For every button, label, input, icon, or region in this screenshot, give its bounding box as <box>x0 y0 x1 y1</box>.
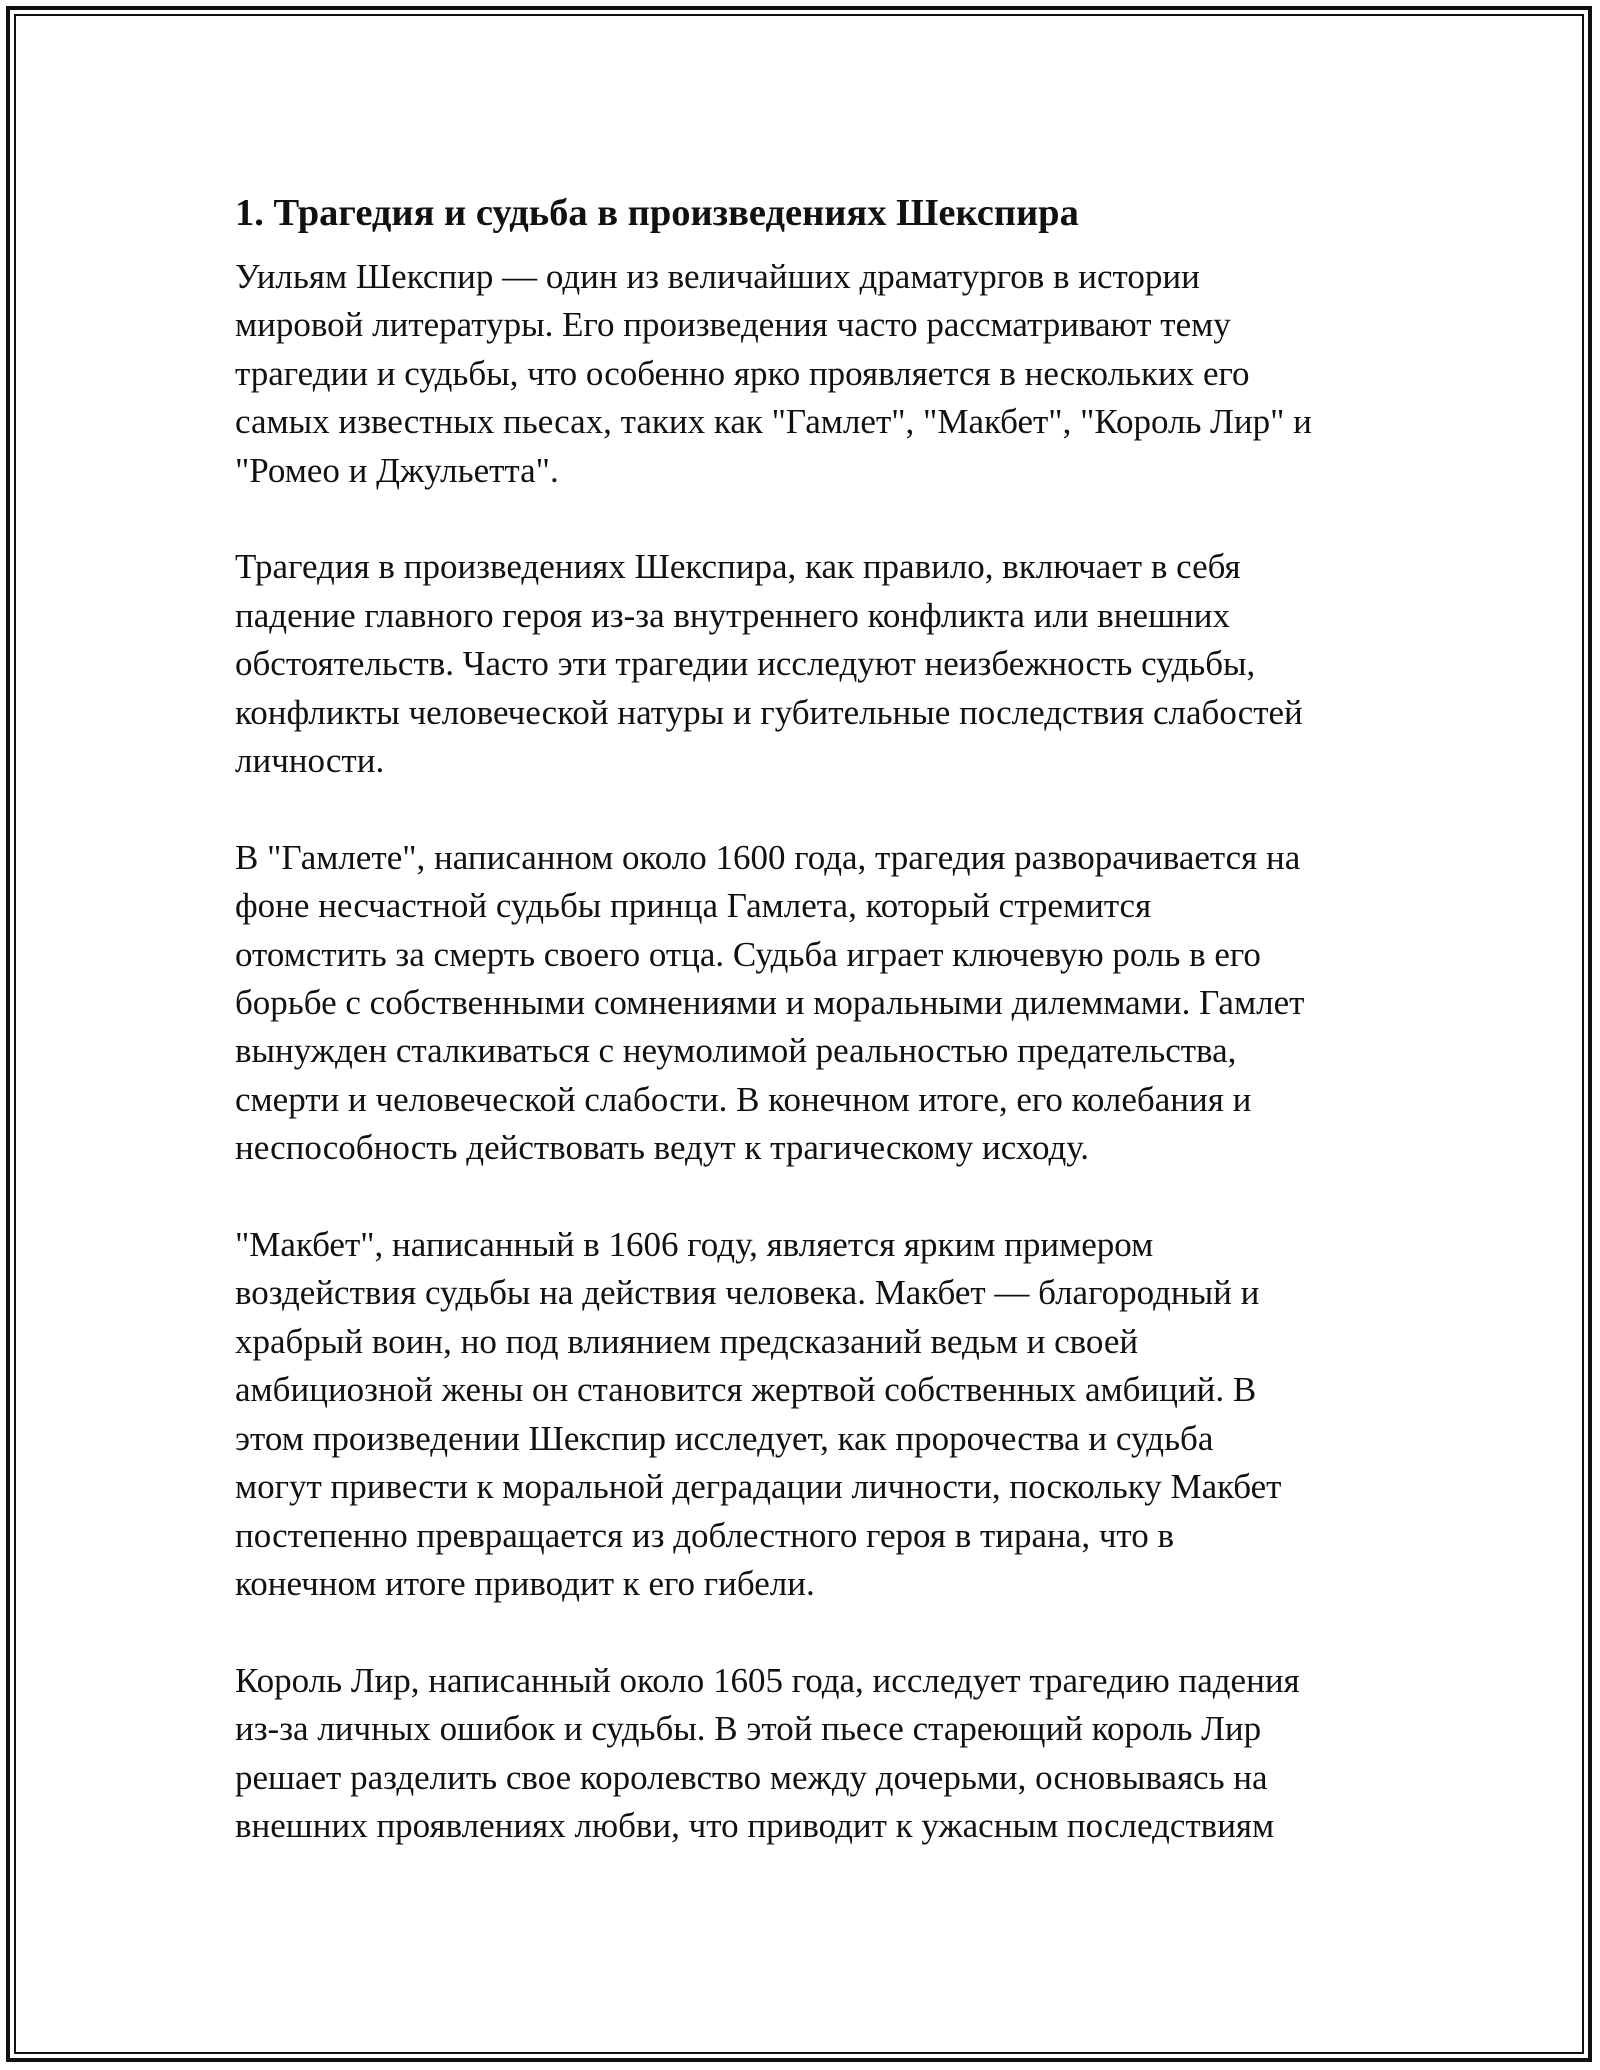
paragraph-king-lear <box>235 1657 1385 1851</box>
text-line: постепенно превращается из доблестного героя в тирана, что в <box>235 1515 1175 1555</box>
text-line: конечном итоге приводит к его гибели. <box>235 1563 815 1603</box>
text-line: "Ромео и Джульетта". <box>235 450 559 490</box>
text-line: обстоятельств. Часто эти трагедии исследуют неизбежность судьбы, <box>235 644 1256 684</box>
paragraph-intro <box>235 253 1385 495</box>
text-line: борьбе с собственными сомнениями и моральными дилеммами. Гамлет <box>235 983 1305 1023</box>
paragraph-macbeth <box>235 1221 1385 1608</box>
text-line: конфликты человеческой натуры и губительные последствия слабостей <box>235 692 1303 732</box>
text-line: фоне несчастной судьбы принца Гамлета, который стремится <box>235 886 1152 926</box>
text-line: неспособность действовать ведут к трагическому исходу. <box>235 1128 1090 1168</box>
section-heading: 1. Трагедия и судьба в произведениях Шекспира <box>235 192 1079 234</box>
text-line: падение главного героя из-за внутреннего конфликта или внешних <box>235 595 1230 635</box>
text-line: этом произведении Шекспир исследует, как пророчества и судьба <box>235 1418 1214 1458</box>
text-line: "Макбет", написанный в 1606 году, является ярким примером <box>235 1225 1154 1265</box>
text-line: Уильям Шекспир — один из величайших драматургов в истории <box>235 257 1200 296</box>
text-line: мировой литературы. Его произведения часто рассматривают тему <box>235 305 1231 345</box>
text-line: решает разделить свое королевство между дочерьми, основываясь на <box>235 1757 1268 1797</box>
text-line: трагедии и судьбы, что особенно ярко проявляется в нескольких его <box>235 353 1250 393</box>
text-line: из-за личных ошибок и судьбы. В этой пьесе стареющий король Лир <box>235 1709 1262 1749</box>
text-line: отомстить за смерть своего отца. Судьба играет ключевую роль в его <box>235 934 1261 974</box>
text-line: амбициозной жены он становится жертвой собственных амбиций. В <box>235 1370 1257 1410</box>
text-line: Король Лир, написанный около 1605 года, исследует трагедию падения <box>235 1660 1300 1700</box>
text-line: могут привести к моральной деградации личности, поскольку Макбет <box>235 1467 1282 1507</box>
text-line: В "Гамлете", написанном около 1600 года, трагедия разворачивается на <box>235 837 1301 877</box>
document-body <box>235 185 1385 1899</box>
text-line: внешних проявлениях любви, что приводит к ужасным последствиям <box>235 1805 1275 1845</box>
text-line: Трагедия в произведениях Шекспира, как правило, включает в себя <box>235 547 1241 587</box>
text-line: вынужден сталкиваться с неумолимой реальностью предательства, <box>235 1031 1237 1071</box>
paragraph-tragedy <box>235 543 1385 785</box>
text-line: воздействия судьбы на действия человека. Макбет — благородный и <box>235 1273 1260 1313</box>
paragraph-hamlet <box>235 834 1385 1173</box>
text-line: самых известных пьесах, таких как "Гамлет", "Макбет", "Король Лир" и <box>235 402 1312 442</box>
text-line: храбрый воин, но под влиянием предсказаний ведьм и своей <box>235 1321 1139 1361</box>
text-line: личности. <box>235 741 385 781</box>
text-line: смерти и человеческой слабости. В конечном итоге, его колебания и <box>235 1079 1252 1119</box>
